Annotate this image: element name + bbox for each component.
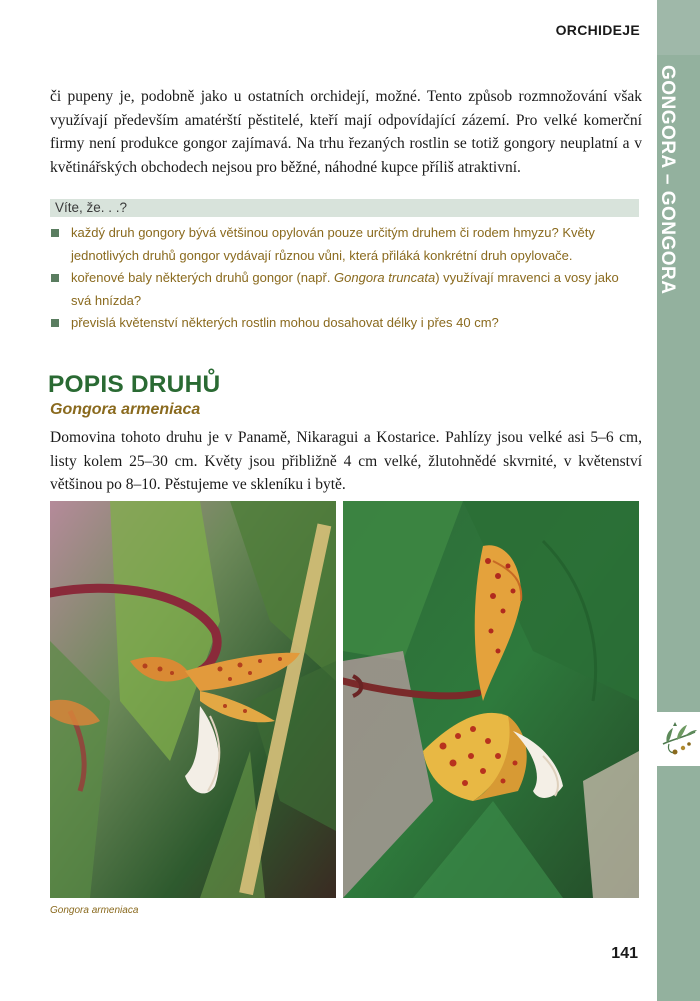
fact-text-before: kořenové baly některých druhů gongor (např. <box>71 270 335 285</box>
chapter-tab <box>657 0 700 55</box>
photo-caption: Gongora armeniaca <box>50 905 139 916</box>
did-you-know-header <box>50 199 639 217</box>
species-description: Domovina tohoto druhu je v Panamě, Nikaragui a Kostarice. Pahlízy jsou velké asi 5–6 cm, listy kolem 25–30 cm. Květy jsou přibližně 4 cm velké, žlutohnědé skvrnité, v květenství většinou po 8–10. Pěstujeme ve skleníku i bytě. <box>50 429 642 494</box>
fact-text-after: ) využívají mravenci a vosy jako svá hnízda? <box>71 270 619 308</box>
did-you-know-title: Víte, že. . .? <box>55 200 128 215</box>
page-number: 141 <box>611 945 638 962</box>
square-bullet-icon <box>51 319 59 327</box>
sidebar-title-text: GONGORA – GONGORA <box>657 65 678 295</box>
intro-paragraph: či pupeny je, podobně jako u ostatních orchidejí, možné. Tento způsob rozmnožování však využívají především amatérští pěstitelé, kteří mají odpovídající zázemí. Pro velké komerční firmy není produkce gongor zajímavá. Na trhu řezaných rostlin se totiž gongory neuplatní a v květinářských obchodech nejsou pro běžné, náhodné kupce příliš atraktivní. <box>50 88 642 177</box>
list-item <box>50 222 642 267</box>
list-item <box>50 267 642 312</box>
square-bullet-icon <box>51 229 59 237</box>
list-item <box>50 312 642 335</box>
orchid-photo-right <box>343 501 639 898</box>
chapter-label: ORCHIDEJE <box>555 22 640 38</box>
fact-text: každý druh gongory bývá většinou opylován pouze určitým druhem či rodem hmyzu? Květy jednotlivých druhů gongor vydávají různou vůni, která přiláká konkrétní druh opylovače. <box>71 225 595 263</box>
square-bullet-icon <box>51 274 59 282</box>
fact-species-italic: Gongora truncata <box>334 270 436 285</box>
fact-text: převislá květenství některých rostlin mohou dosahovat délky i přes 40 cm? <box>71 315 499 330</box>
orchid-emblem-icon <box>657 712 700 766</box>
section-title: POPIS DRUHŮ <box>48 371 221 398</box>
species-name: Gongora armeniaca <box>50 401 201 418</box>
orchid-photo-left <box>50 501 336 898</box>
did-you-know-list <box>50 222 642 335</box>
